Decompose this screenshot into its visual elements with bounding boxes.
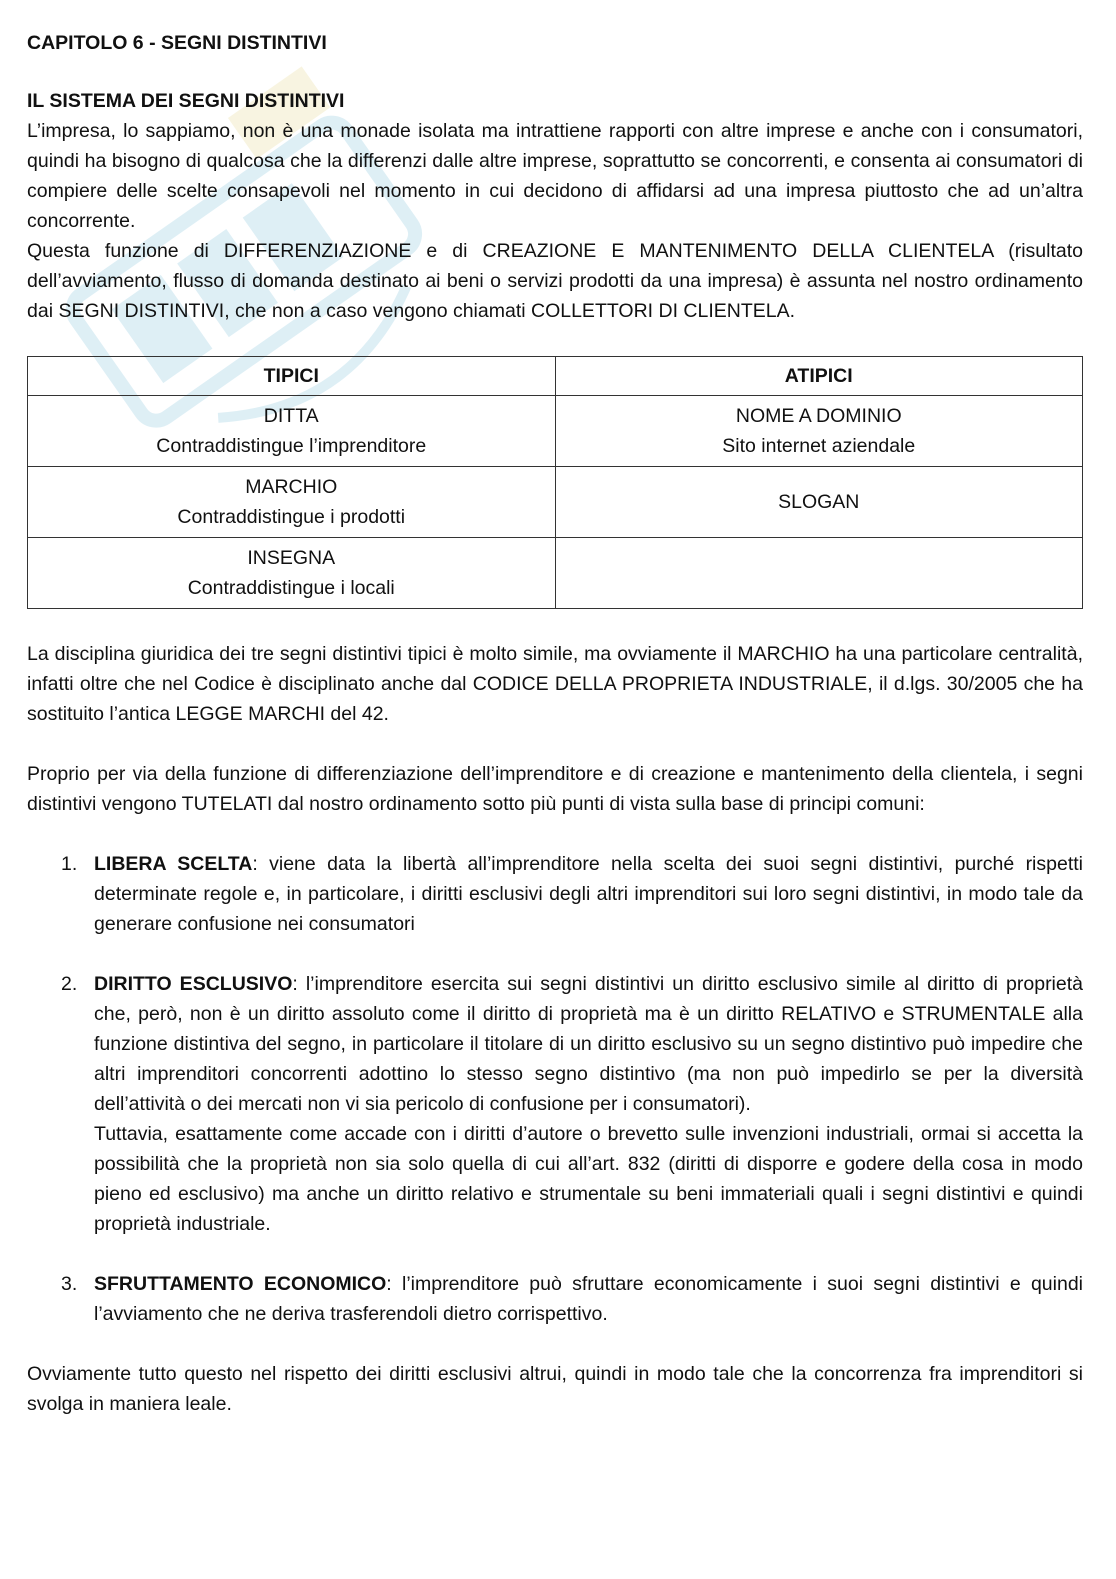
table-cell-empty <box>555 538 1083 609</box>
distinctive-signs-table <box>27 356 1083 609</box>
principle-text: : viene data la libertà all’imprenditore nella scelta dei suoi segni distintivi, purché rispetti determinate regole e, in particolare, i diritti esclusivi degli altri imprenditori sui loro segni distintivi, in modo tale da generare confusione nei consumatori <box>94 853 1084 935</box>
table-cell <box>28 396 556 467</box>
cell-desc: Contraddistingue l’imprenditore <box>156 435 427 457</box>
cell-title: NOME A DOMINIO <box>735 405 902 427</box>
table-header-atypical: ATIPICI <box>555 357 1083 396</box>
table-cell <box>28 467 556 538</box>
section-title: IL SISTEMA DEI SEGNI DISTINTIVI <box>27 90 345 112</box>
list-number: 1. <box>61 853 78 875</box>
principle-title: LIBERA SCELTA <box>94 853 253 875</box>
cell-desc: Sito internet aziendale <box>722 435 916 457</box>
body-paragraph-2: Proprio per via della funzione di differenziazione dell’imprenditore e di creazione e mantenimento della clientela, i segni distintivi vengono TUTELATI dal nostro ordinamento sotto più punti di vista sulla base di principi comuni: <box>27 763 1083 815</box>
principles-list <box>27 849 1083 1329</box>
cell-title: SLOGAN <box>778 491 860 513</box>
table-row <box>28 467 1083 538</box>
list-number: 3. <box>61 1273 78 1295</box>
principle-continuation: Tuttavia, esattamente come accade con i diritti d’autore o brevetto sulle invenzioni industriali, ormai si accetta la possibilità che la proprietà non sia solo quella di cui all’art. 832 (diritti di disporre e godere della cosa in modo pieno ed esclusivo) ma anche un diritto relativo e strumentale su beni immateriali quali i segni distintivi e quindi proprietà industriale. <box>94 1123 1083 1235</box>
list-item <box>27 969 1083 1239</box>
list-number: 2. <box>61 973 78 995</box>
list-item <box>27 1269 1083 1329</box>
cell-desc: Contraddistingue i prodotti <box>177 506 406 528</box>
principle-text: : l’imprenditore esercita sui segni distintivi un diritto esclusivo simile al diritto di proprietà che, però, non è un diritto assoluto come il diritto di proprietà ma è un diritto RELATIVO e STRUMENTALE alla funzione distintiva del segno, in particolare il titolare di un diritto esclusivo su un segno distintivo può impedire che altri imprenditori concorrenti adottino lo stesso segno distintivo (ma non può impedirlo se per la diversità dell’attività o dei mercati non vi sia pericolo di confusione per i consumatori). <box>94 973 1083 1115</box>
principle-title: SFRUTTAMENTO ECONOMICO <box>94 1273 387 1295</box>
table-cell <box>555 467 1083 538</box>
intro-paragraph-1: L’impresa, lo sappiamo, non è una monade isolata ma intrattiene rapporti con altre imprese e anche con i consumatori, quindi ha bisogno di qualcosa che la differenzi dalle altre imprese, soprattutto se concorrenti, e consenta ai consumatori di compiere delle scelte consapevoli nel momento in cui decidono di affidarsi ad una impresa piuttosto che ad un’altra concorrente. <box>27 120 1083 232</box>
body-paragraph-1: La disciplina giuridica dei tre segni distintivi tipici è molto simile, ma ovviamente il MARCHIO ha una particolare centralità, infatti oltre che nel Codice è disciplinato anche dal CODICE DELLA PROPRIETA INDUSTRIALE, il d.lgs. 30/2005 che ha sostituito l’antica LEGGE MARCHI del 42. <box>27 643 1083 725</box>
cell-title: DITTA <box>263 405 319 427</box>
cell-title: INSEGNA <box>247 547 336 569</box>
table-row <box>28 538 1083 609</box>
cell-desc: Contraddistingue i locali <box>187 577 395 599</box>
intro-paragraph-2: Questa funzione di DIFFERENZIAZIONE e di CREAZIONE E MANTENIMENTO DELLA CLIENTELA (risultato dell’avviamento, flusso di domanda destinato ai beni o servizi prodotti da una impresa) è assunta nel nostro ordinamento dai SEGNI DISTINTIVI, che non a caso vengono chiamati COLLETTORI DI CLIENTELA. <box>27 240 1083 322</box>
table-header-row <box>28 357 1083 396</box>
closing-paragraph: Ovviamente tutto questo nel rispetto dei diritti esclusivi altrui, quindi in modo tale che la concorrenza fra imprenditori si svolga in maniera leale. <box>27 1363 1083 1415</box>
table-row <box>28 396 1083 467</box>
principle-text: : l’imprenditore può sfruttare economicamente i suoi segni distintivi e quindi l’avviamento che ne deriva trasferendoli dietro corrispettivo. <box>94 1273 1083 1325</box>
chapter-title: CAPITOLO 6 - SEGNI DISTINTIVI <box>27 32 327 54</box>
table-cell <box>555 396 1083 467</box>
cell-title: MARCHIO <box>245 476 338 498</box>
list-item <box>27 849 1083 939</box>
table-header-typical: TIPICI <box>28 357 556 396</box>
principle-title: DIRITTO ESCLUSIVO <box>94 973 293 995</box>
document-page <box>27 28 1083 1419</box>
table-cell <box>28 538 556 609</box>
